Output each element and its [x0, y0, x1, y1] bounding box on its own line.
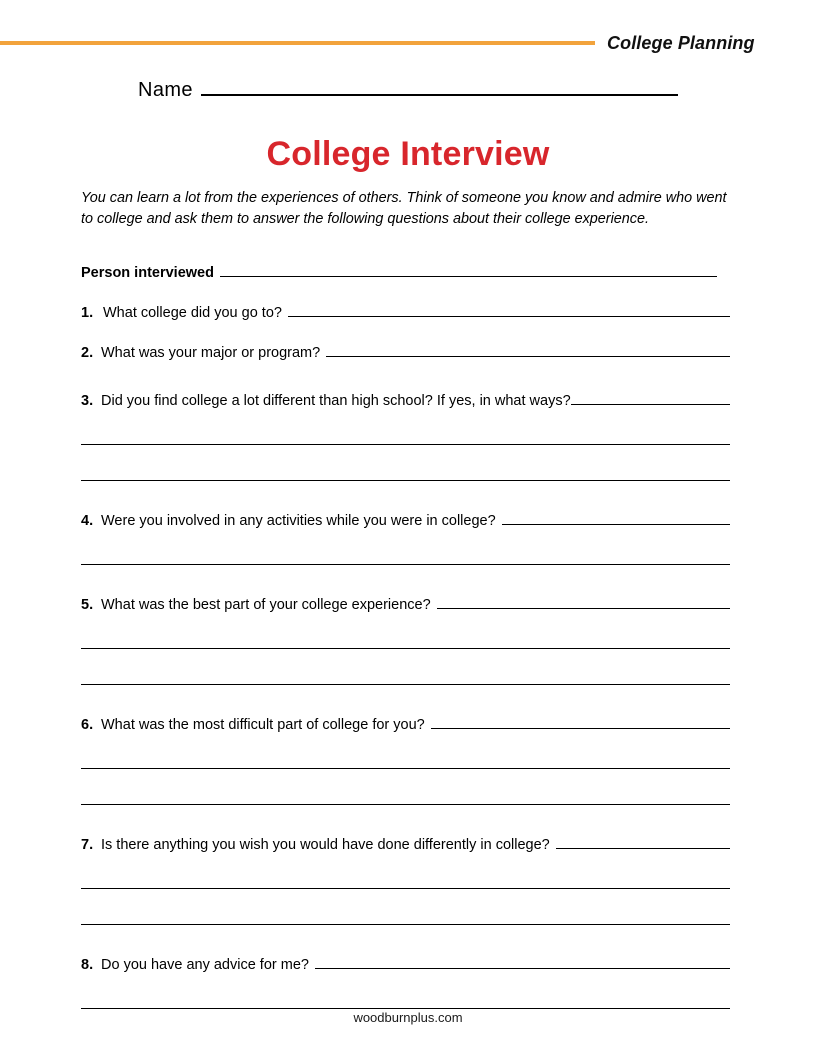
- header-orange-rule: [0, 41, 595, 45]
- question-number: 7.: [81, 837, 94, 853]
- question-answer-line[interactable]: [326, 343, 730, 357]
- header-title: College Planning: [607, 32, 755, 53]
- question-answer-line[interactable]: [81, 671, 730, 685]
- question-text: Were you involved in any activities while you were in college?: [101, 513, 496, 529]
- question-block: [81, 835, 731, 925]
- question-text: What college did you go to?: [103, 305, 282, 321]
- question-row: [81, 303, 730, 321]
- questions-list: [81, 303, 731, 1009]
- name-label: Name: [138, 79, 193, 101]
- question-text: What was the most difficult part of college for you?: [101, 717, 425, 733]
- page-title: College Interview: [266, 135, 550, 173]
- question-text: Do you have any advice for me?: [101, 957, 309, 973]
- question-answer-line[interactable]: [81, 635, 730, 649]
- question-number: 2.: [81, 345, 94, 361]
- question-number: 8.: [81, 957, 94, 973]
- question-row: [81, 715, 730, 733]
- person-interviewed-row: [81, 263, 717, 281]
- question-answer-line[interactable]: [502, 511, 730, 525]
- question-answer-line[interactable]: [81, 791, 730, 805]
- question-answer-line[interactable]: [437, 595, 730, 609]
- name-input-line[interactable]: [201, 78, 678, 96]
- question-text: What was the best part of your college experience?: [101, 597, 431, 613]
- question-number: 5.: [81, 597, 94, 613]
- question-answer-line[interactable]: [571, 391, 730, 405]
- question-row: [81, 391, 730, 409]
- question-answer-line[interactable]: [431, 715, 730, 729]
- question-text: What was your major or program?: [101, 345, 321, 361]
- question-text: Did you find college a lot different than high school? If yes, in what ways?: [101, 393, 571, 409]
- question-answer-line[interactable]: [288, 303, 730, 317]
- question-block: [81, 715, 731, 805]
- question-answer-line[interactable]: [81, 995, 730, 1009]
- question-block: [81, 955, 731, 1009]
- question-block: [81, 511, 731, 565]
- question-row: [81, 955, 730, 973]
- question-text: Is there anything you wish you would have done differently in college?: [101, 837, 550, 853]
- person-interviewed-label: Person interviewed: [81, 265, 214, 281]
- question-answer-line[interactable]: [81, 911, 730, 925]
- question-answer-line[interactable]: [556, 835, 730, 849]
- question-row: [81, 343, 730, 361]
- question-number: 1.: [81, 305, 94, 321]
- question-row: [81, 835, 730, 853]
- question-answer-line[interactable]: [81, 875, 730, 889]
- person-interviewed-input-line[interactable]: [220, 263, 717, 277]
- question-answer-line[interactable]: [81, 755, 730, 769]
- question-number: 6.: [81, 717, 94, 733]
- question-answer-line[interactable]: [315, 955, 730, 969]
- name-field-row: [138, 78, 678, 102]
- question-answer-line[interactable]: [81, 431, 730, 445]
- question-block: [81, 391, 731, 481]
- question-answer-line[interactable]: [81, 551, 730, 565]
- footer-attribution: woodburnplus.com: [353, 1010, 463, 1025]
- worksheet-body: [81, 188, 731, 1009]
- question-answer-line[interactable]: [81, 467, 730, 481]
- question-block: [81, 343, 731, 361]
- question-row: [81, 595, 730, 613]
- question-block: [81, 303, 731, 321]
- page-header: [0, 28, 816, 58]
- intro-paragraph: You can learn a lot from the experiences of others. Think of someone you know and admire who went to college and ask them to answer the following questions about their college experience.: [81, 190, 727, 227]
- question-number: 3.: [81, 393, 94, 409]
- question-block: [81, 595, 731, 685]
- question-row: [81, 511, 730, 529]
- question-number: 4.: [81, 513, 94, 529]
